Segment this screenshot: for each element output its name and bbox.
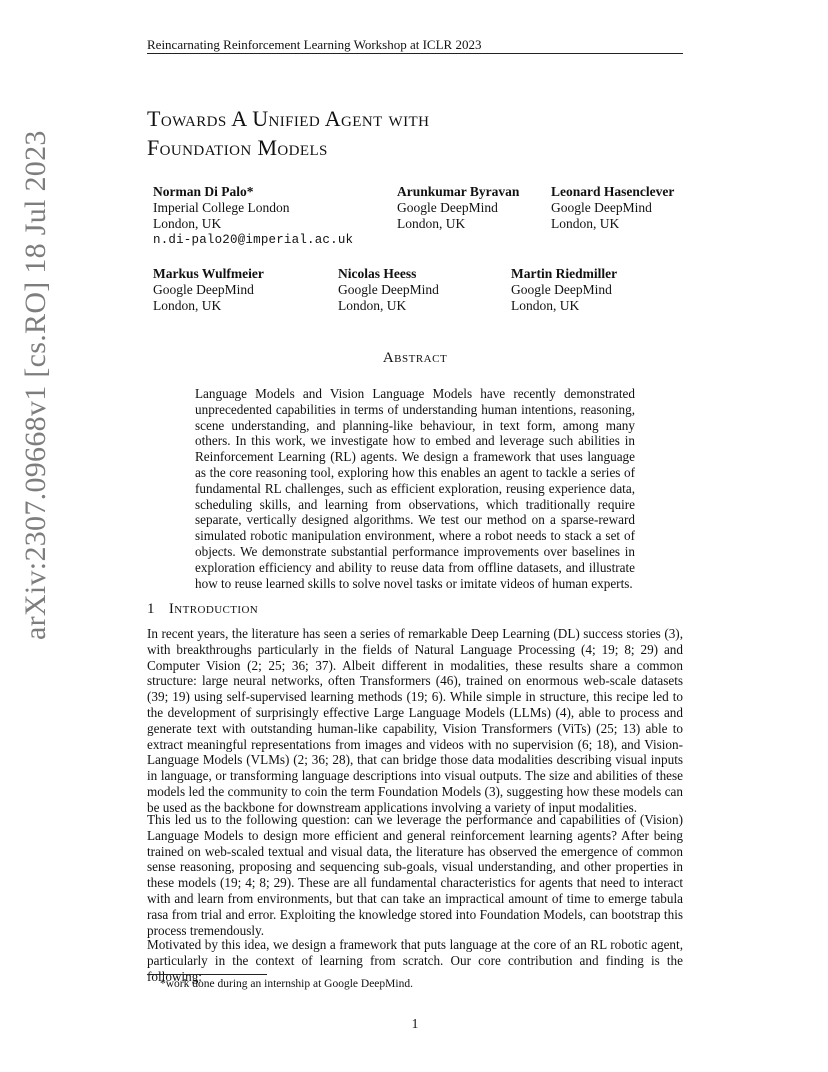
- author-name: Arunkumar Byravan: [397, 184, 520, 199]
- footnote-rule: [147, 974, 267, 975]
- running-header: Reincarnating Reinforcement Learning Workshop at ICLR 2023: [147, 37, 482, 52]
- page-number: 1: [411, 1016, 419, 1031]
- author-location: London, UK: [338, 298, 407, 313]
- author-affiliation: Google DeepMind: [511, 282, 612, 297]
- author-affiliation: Google DeepMind: [153, 282, 254, 297]
- abstract-text: Language Models and Vision Language Models have recently demonstrated unprecedented capabilities in terms of understanding human intentions, reasoning, scene understanding, and planning-like behaviour, in text form, among many others. In this work, we investigate how to embed and leverage such abilities in Reinforcement Learning (RL) agents. We design a framework that uses language as the core reasoning tool, exploring how this enables an agent to tackle a series of fundamental RL challenges, such as efficient exploration, reusing experience data, scheduling skills, and learning from observations, which traditionally require separate, vertically designed algorithms. We test our method on a sparse-reward simulated robotic manipulation environment, where a robot needs to stack a set of objects. We demonstrate substantial performance improvements over baselines in exploration efficiency and ability to reuse data from offline datasets, and illustrate how to reuse learned skills to solve novel tasks or imitate videos of human experts.: [195, 386, 635, 591]
- author-location: London, UK: [511, 298, 580, 313]
- author-location: London, UK: [153, 216, 222, 231]
- body-paragraph: In recent years, the literature has seen a series of remarkable Deep Learning (DL) success stories (3), with breakthroughs particularly in the fields of Natural Language Processing (4; 19; 8; 29) and Computer Vision (2; 25; 36; 37). Albeit different in modalities, these results share a common structure: large neural networks, often Transformers (46), trained on enormous web-scale datasets (39; 19) using self-supervised learning methods (19; 6). While simple in structure, this recipe led to the development of surprisingly effective Large Language Models (LLMs) (4), able to process and generate text with outstanding human-like capability, Vision Transformers (ViTs) (25; 13) able to extract meaningful representations from images and videos with no supervision (6; 18), and Vision-Language Models (VLMs) (2; 36; 28), that can bridge those data modalities describing visual inputs in language, or transforming language descriptions into visual outputs. The size and abilities of these models led the community to coin the term Foundation Models (3), suggesting how these models can be used as the backbone for downstream applications involving a variety of input modalities.: [147, 626, 683, 815]
- author-block: [511, 266, 617, 314]
- author-block: [153, 266, 264, 314]
- section-heading: [147, 601, 683, 618]
- body-paragraph: This led us to the following question: can we leverage the performance and capabilities of (Vision) Language Models to design more efficient and general reinforcement learning agents? After being trained on web-scaled textual and visual data, the literature has observed the emergence of common sense reasoning, proposing and sequencing sub-goals, visual understanding, and other properties in these models (19; 4; 8; 29). These are all fundamental characteristics for agents that need to interact with and learn from environments, but that can take an impractical amount of time to emerge tabula rasa from trial and error. Exploiting the knowledge stored into Foundation Models, can bootstrap this process tremendously.: [147, 812, 683, 938]
- author-name: Norman Di Palo*: [153, 184, 254, 199]
- paper-title: [147, 104, 647, 162]
- author-affiliation: Google DeepMind: [551, 200, 652, 215]
- author-name: Martin Riedmiller: [511, 266, 618, 281]
- author-affiliation: Google DeepMind: [397, 200, 498, 215]
- author-location: London, UK: [551, 216, 620, 231]
- title-line-1: Towards A Unified Agent with: [147, 106, 430, 131]
- footnote: *work done during an internship at Google DeepMind.: [160, 978, 413, 990]
- section-number: 1: [147, 601, 155, 617]
- author-location: London, UK: [153, 298, 222, 313]
- author-name: Markus Wulfmeier: [153, 266, 264, 281]
- abstract-heading: Abstract: [382, 350, 448, 366]
- author-affiliation: Google DeepMind: [338, 282, 439, 297]
- author-block: [397, 184, 519, 232]
- title-line-2: Foundation Models: [147, 135, 328, 160]
- author-block: [338, 266, 439, 314]
- author-name: Leonard Hasenclever: [551, 184, 675, 199]
- author-name: Nicolas Heess: [338, 266, 417, 281]
- author-email[interactable]: n.di-palo20@imperial.ac.uk: [153, 233, 354, 247]
- body-paragraph: Motivated by this idea, we design a framework that puts language at the core of an RL robotic agent, particularly in the context of learning from scratch. Our core contribution and finding is the following:: [147, 937, 683, 984]
- author-block: [153, 184, 353, 248]
- author-affiliation: Imperial College London: [153, 200, 290, 215]
- header-rule: [147, 53, 683, 54]
- author-location: London, UK: [397, 216, 466, 231]
- section-title: Introduction: [168, 601, 259, 617]
- arxiv-identifier-stamp[interactable]: arXiv:2307.09668v1 [cs.RO] 18 Jul 2023: [19, 130, 52, 640]
- author-block: [551, 184, 674, 232]
